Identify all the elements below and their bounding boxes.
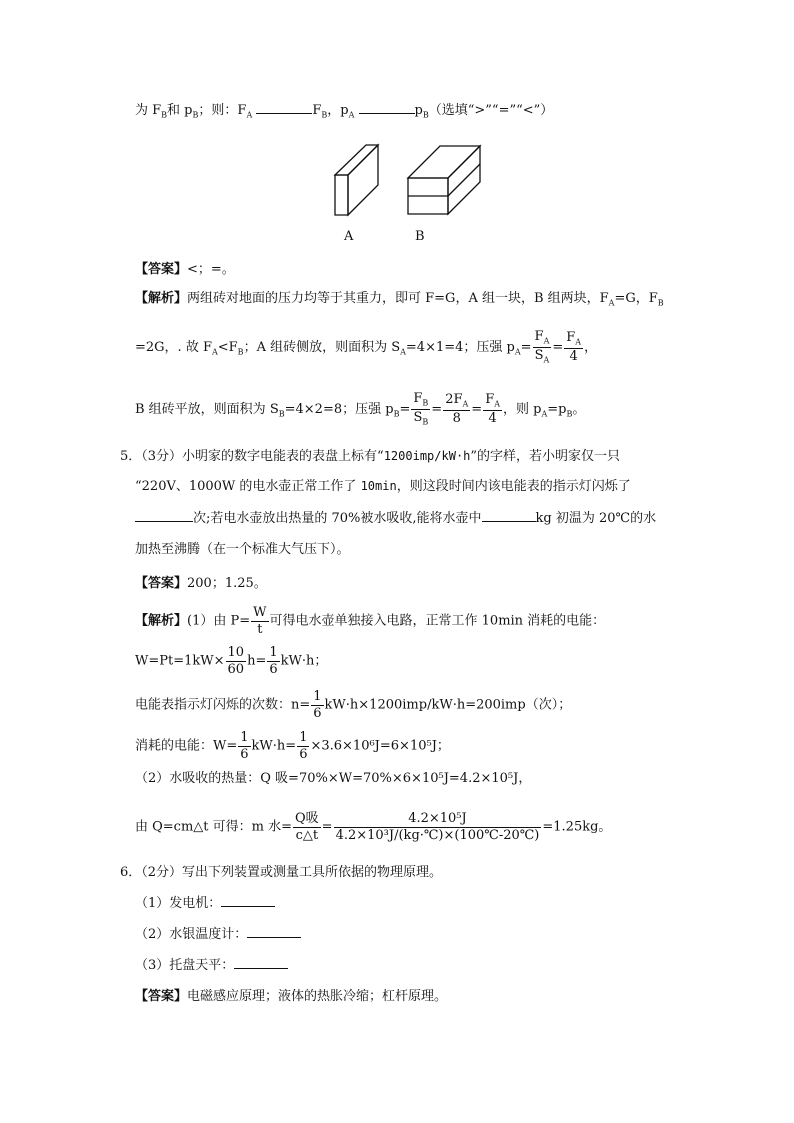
q5-analysis-line-3: 电能表指示灯闪烁的次数：n= $\frac{1}{6}$ kW·h×1200imp/kW·h=200imp（次）； (135, 689, 572, 721)
fraction-heat: $\frac{\text{4.2×10⁵J}}{\text{4.2×10³J/(kg·℃)×(100℃-20℃)}}$ (335, 811, 540, 843)
fraction-1-6: $\frac{1}{6}$ (240, 730, 249, 762)
q5-analysis-line-2: W=Pt=1kW× $\frac{10}{60}$ h= $\frac{1}{6}$ kW·h； (135, 645, 328, 677)
brick-b-label: B (415, 229, 425, 244)
fraction-q-cdt: $\frac{\text{Q吸}}{c\triangle t}$ (295, 811, 319, 843)
fraction-1-6: $\frac{1}{6}$ (313, 689, 322, 721)
brick-figure (330, 140, 490, 250)
fraction-2fa-8: $\frac{2F_A}{8}$ (445, 392, 469, 427)
fraction-fb-sb: $\frac{F_B}{S_B}$ (413, 391, 429, 427)
fraction-fa-4: $\frac{F_A}{4}$ (566, 330, 582, 365)
q5-analysis-line-1: 【解析】(1）由 P= $\frac{W}{t}$ 可得电水壶单独接入电路，正常工作 10min 消耗的电能： (135, 605, 606, 637)
q5-analysis-line-4: 消耗的电能：W= $\frac{1}{6}$ kW·h= $\frac{1}{6}$ ×3.6×10⁶J=6×10⁵J； (135, 730, 450, 762)
q5-question-line-2: “220V、1000W 的电水壶正常工作了 10min，则这段时间内该电能表的指示灯闪烁了 (135, 479, 631, 494)
q4-analysis-line-3: B 组砖平放，则面积为 $S_B=4\times 2=8$；压强 $p_B=$ $\frac{F_B}{S_B}$ = $\frac{2F_A}{8}$ = $\frac{F_A}{4}$ ，则 $p_A=p_B$。 (135, 391, 586, 427)
q6-item-2: （2）水银温度计： (135, 928, 301, 941)
q4-analysis-line-1: 【解析】两组砖对地面的压力均等于其重力，即可 F=G，A 组一块，B 组两块，$F_A=G$，$F_B$ (135, 291, 664, 308)
answer-blank[interactable] (234, 967, 288, 969)
brick-a-drawing (335, 145, 378, 215)
fraction-1-6: $\frac{1}{6}$ (269, 645, 278, 677)
q6-item-3: （3）托盘天平： (135, 959, 288, 972)
answer-blank[interactable] (482, 520, 536, 522)
q6-item-1: （1）发电机： (135, 897, 275, 910)
answer-blank[interactable] (221, 905, 275, 907)
q4-answer: 【答案】<；=。 (135, 262, 235, 277)
q4-analysis-line-2: =2G，. 故 $F_A<F_B$；A 组砖侧放，则面积为 $S_A=4\times 1=4$；压强 $p_A=$ $\frac{F_A}{S_A}$ = $\frac{F_A}{4}$ ， (135, 329, 598, 365)
q5-answer: 【答案】200；1.25。 (135, 576, 267, 591)
fraction-1-6: $\frac{1}{6}$ (299, 730, 308, 762)
q5-question-line-1: 5．（3分）小明家的数字电能表的表盘上标有“1200imp/kW·h”的字样，若小明家仅一只 (120, 449, 621, 464)
brick-b-drawing (408, 146, 480, 214)
fraction-w-t: $\frac{W}{t}$ (253, 605, 267, 637)
q5-question-line-4: 加热至沸腾（在一个标准大气压下）。 (135, 542, 350, 557)
fraction-10-60: $\frac{10}{60}$ (227, 645, 245, 677)
fraction-fa-4b: $\frac{F_A}{4}$ (485, 392, 500, 427)
answer-blank[interactable] (135, 520, 193, 522)
q6-title: 6．（2分）写出下列装置或测量工具所依据的物理原理。 (120, 865, 443, 880)
fraction-fa-sa: $\frac{F_A}{S_A}$ (534, 329, 550, 365)
q6-answer: 【答案】电磁感应原理；液体的热胀冷缩；杠杆原理。 (135, 989, 448, 1004)
q5-analysis-line-6: 由 Q=cm△t 可得：m 水= $\frac{\text{Q吸}}{c\triangle t}$ = $\frac{\text{4.2×10⁵J}}{\text{4.2×10³J/(kg·℃)×(100℃-20℃)}}$ =1.25kg。 (135, 811, 612, 843)
answer-blank[interactable] (256, 112, 312, 114)
q5-question-line-3: 次;若电水壶放出热量的 70%被水吸收,能将水壶中 kg 初温为 20℃的水 (135, 512, 656, 525)
answer-blank[interactable] (247, 936, 301, 938)
answer-blank[interactable] (359, 112, 415, 114)
brick-a-label: A (344, 229, 354, 244)
q5-analysis-line-5: （2）水吸收的热量：Q 吸=70%×W=70%×6×10⁵J=4.2×10⁵J， (135, 771, 532, 786)
q4-question-line: 为 $F_B$和 $p_B$；则：$F_A$ $F_B$，$p_A$ $p_B$（选填“>”“=”“<”） (135, 103, 554, 120)
